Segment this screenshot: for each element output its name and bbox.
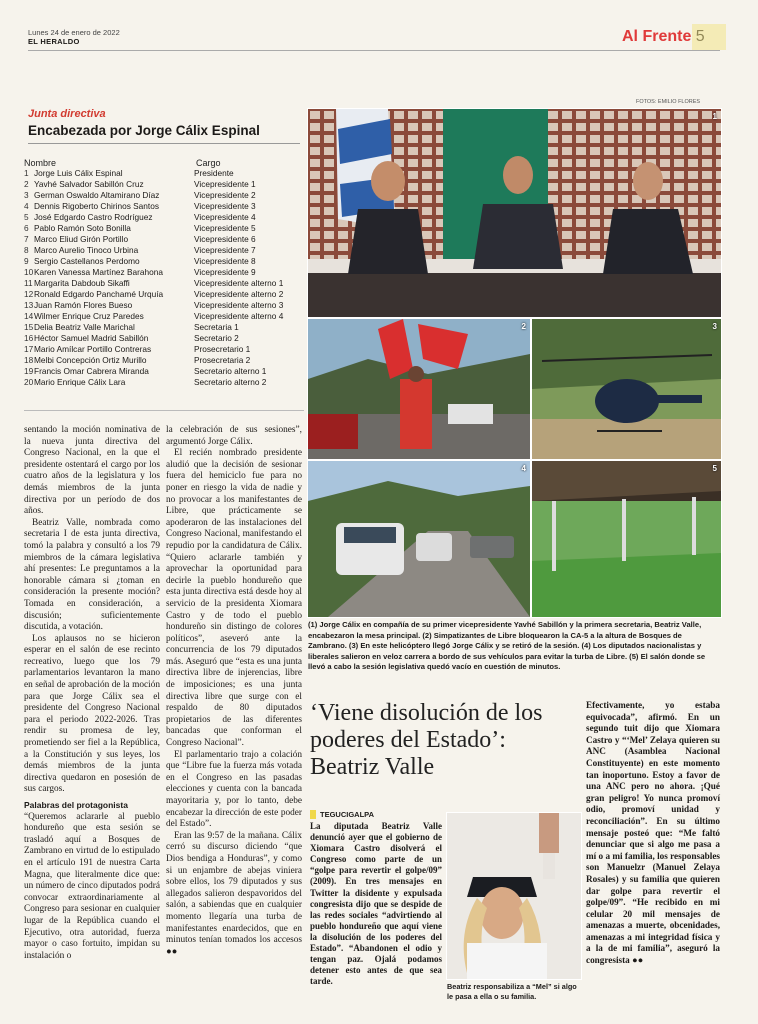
dateline: TEGUCIGALPA [320,810,375,819]
photo-beatriz [446,812,582,980]
roster-row [24,201,304,212]
junta-rule [28,143,300,144]
member-name: Francis Omar Cabrera Miranda [34,366,149,376]
member-name: José Edgardo Castro Rodríguez [34,212,153,222]
photo-number: 3 [712,322,717,331]
photo-press-table [307,108,722,318]
roster-rule [24,410,304,411]
member-name: Dennis Rigoberto Chirinos Santos [34,201,159,211]
member-name: Marco Eliud Girón Portillo [34,234,129,244]
member-number: 3 [24,190,29,200]
photo-beatriz-image [447,813,581,979]
photo-vehicles-image [308,461,530,617]
subheading: Palabras del protagonista [24,800,128,810]
member-name: Delia Beatriz Valle Marichal [34,322,135,332]
beatriz-photo-caption: Beatriz responsabiliza a “Mel” si algo le pasa a ella o su familia. [447,982,577,1001]
photo-vehicles [307,460,531,618]
member-role: Vicepresidente 7 [194,245,256,255]
roster-row [24,267,304,278]
photo-protest [307,318,531,460]
member-number: 20 [24,377,34,387]
roster-row [24,168,304,179]
roster-row [24,278,304,289]
roster-row [24,212,304,223]
photo-caption: (1) Jorge Cálix en compañía de su primer vicepresidente Yavhé Sabillón y la primera secretaria, Beatriz Valle, encabezaron la mesa principal. (2) Simpatizantes de Libre bloquearon la CA-5 a la altura de Bosques de Zambrano. (3) En este helicóptero llegó Jorge Cálix y se retiró de la sesión. (4) Los diputados nacionalistas y liberales salieron en veloz carrera a bordo de sus vehículos para evitar la turba de Libre. (5) El salón donde se llevó a cabo la sesión legislativa quedó vacío en cuestión de minutos. [308,620,706,671]
paragraph: Eran las 9:57 de la mañana. Cálix cerró su discurso diciendo “que Dios bendiga a Honduras”, y como si un enjambre de abejas viniera sobre ellos, los 79 diputados y sus allegados salieron despavoridos del salón, a sabiendas que en cualquier momento llegaría una turba de manifestantes enardecidos, que en minutos tenían tomados los accesos ●● [166,830,302,957]
junta-kicker: Junta directiva [28,108,106,120]
section-highlight [692,24,726,50]
photo-number: 2 [521,322,526,331]
paragraph: “Queremos aclararle al pueblo hondureño que esta sesión se trasladó aquí a Bosques de Zambrano en virtud de lo estipulado en el artículo 191 de nuestra Carta Magna, que literalmente dice que: un número de cinco diputados podrá convocar extraordinariamente al Congreso para sesionar en cualquier lugar de la República cuando el Ejecutivo, otra autoridad, fuerza mayor o caso fortuito, impidan su instalación o [24,811,160,961]
member-role: Vicepresidente alterno 4 [194,311,284,321]
member-role: Vicepresidente 1 [194,179,256,189]
photo-empty-hall [531,460,722,618]
member-number: 1 [24,168,29,178]
photo-empty-hall-image [532,461,721,617]
member-number: 18 [24,355,34,365]
member-number: 17 [24,344,34,354]
member-name: Juan Ramón Flores Bueso [34,300,133,310]
paragraph: Los aplausos no se hicieron esperar en el salón de ese recinto recreativo, luego que los 79 parlamentarios levantaron la mano en señal de aprobación de la moción para que Jorge Cálix sea el presidente del Congreso Nacional para el periodo 2022-2026. Tras rendir su promesa de ley, prometiendo ser fiel a la República, a la Constitución y sus leyes, los demás miembros de la junta directiva quedaron en posesión de sus cargos. [24,633,160,795]
member-number: 2 [24,179,29,189]
member-number: 9 [24,256,29,266]
roster-row [24,234,304,245]
column-header-name: Nombre [24,158,57,168]
member-role: Secretario 2 [194,333,239,343]
photo-helicopter-image [532,319,721,459]
member-name: Pablo Ramón Soto Bonilla [34,223,131,233]
roster-row [24,223,304,234]
member-name: Melbi Concepción Ortiz Murillo [34,355,147,365]
member-role: Vicepresidente alterno 2 [194,289,284,299]
article-column-1 [24,425,160,962]
member-role: Vicepresidente 5 [194,223,256,233]
member-number: 7 [24,234,29,244]
member-role: Vicepresidente 8 [194,256,256,266]
paragraph: la celebración de sus sesiones”, argumentó Jorge Cálix. [166,425,302,447]
member-name: Mario Enrique Cálix Lara [34,377,126,387]
photo-number: 5 [712,464,717,473]
member-name: Héctor Samuel Madrid Sabillón [34,333,149,343]
member-role: Vicepresidente 6 [194,234,256,244]
member-number: 8 [24,245,29,255]
roster-row [24,256,304,267]
roster-row [24,289,304,300]
section-name: Al Frente [622,28,692,45]
junta-title: Encabezada por Jorge Cálix Espinal [28,123,260,138]
article2-column-2: Efectivamente, yo estaba equivocada”, afirmó. En un segundo tuit dijo que Xiomara Castro y “‘Mel’ Zelaya quieren su ANC (Asamblea Nacional Constituyente) en este momento tan inoportuno. Estoy a favor de una ANC pero no ahora. ¡Qué gran peligro! Yo nunca promoví odio, promoví unidad y reconciliación”. En su último mensaje posteó que: “Me faltó denunciar que si algo me pasa a mí o a mi familia, los responsables son Manuelzr (Manuel Zelaya Rosales) y su familia que quieren dar golpe para revertir el golpe/09”. “He recibido en mi celular 20 mil mensajes de amenazas a muerte, obcenidades, amenazas a mi integridad física y a la de mi familia”, aseguró la congresista ●● [586,700,720,966]
member-role: Secretario alterno 1 [194,366,267,376]
member-number: 10 [24,267,34,277]
member-number: 12 [24,289,34,299]
member-role: Vicepresidente 3 [194,201,256,211]
article-column-2 [166,425,302,958]
newspaper-name: EL HERALDO [28,37,80,46]
paragraph: sentando la moción nominativa de la nueva junta directiva del Congreso Nacional, en la que el presidente ostentará el cargo por los cuatro años de la legislatura y los demás miembros de la junta directiva por un período de dos años. [24,425,160,517]
member-role: Presidente [194,168,234,178]
member-role: Vicepresidente 2 [194,190,256,200]
paragraph: El parlamentario trajo a colación que “Libre fue la fuerza más votada en el Congreso en las pasadas elecciones y cuenta con la bancada mayoritaria y, por lo tanto, debe encabezar la dirección de este poder del Estado”. [166,749,302,830]
member-role: Secretaria 1 [194,322,239,332]
roster-row [24,179,304,190]
member-role: Vicepresidente 4 [194,212,256,222]
paragraph: El recién nombrado presidente aludió que la decisión de sesionar fuera del hemiciclo fue para no poner en riesgo la vida de nadie y no provocar a los manifestantes de Libre, que prácticamente se apoderaron de las instalaciones del Congreso Nacional, manifestando el repudio por la candidatura de Cálix. “Quiero aclararle también y aprovechar la oportunidad para decirle la pueblo hondureño que esta junta directiva está desde hoy al servicio de la presidenta Xiomara Castro y de todo el pueblo hondureño sin distingo de colores políticos”, aseveró ante la concurrencia de los 79 diputados más. Aseguró que “esta es una junta directiva libre de injerencias, libre de imposiciones; es una junta directiva libre que surge con el respaldo de 80 diputados propietarios de las diferentes bancadas que conforman el Congreso Nacional”. [166,448,302,749]
photo-press-table-image [308,109,721,317]
member-name: Sergio Castellanos Perdomo [34,256,140,266]
member-name: Mario Amílcar Portillo Contreras [34,344,152,354]
member-number: 19 [24,366,34,376]
member-name: German Oswaldo Altamirano Díaz [34,190,160,200]
member-number: 13 [24,300,34,310]
roster-row [24,245,304,256]
roster-row [24,344,304,355]
junta-roster [24,168,304,388]
member-role: Prosecretaria 2 [194,355,251,365]
member-name: Yavhé Salvador Sabillón Cruz [34,179,144,189]
paragraph: Beatriz Valle, nombrada como secretaria I de esta junta directiva, tomó la palabra y consultó a los 79 miembros de la cámara legislativa ahí presentes: Le preguntamos a la honorable cámara si ¿toman en consideración la presente moción? Tomada en consideración, a discusión; suficientemente discutida, a votación. [24,517,160,633]
photo-helicopter [531,318,722,460]
roster-row [24,355,304,366]
member-number: 5 [24,212,29,222]
member-number: 15 [24,322,34,332]
roster-row [24,333,304,344]
roster-row [24,366,304,377]
roster-row [24,377,304,388]
member-role: Vicepresidente alterno 3 [194,300,284,310]
member-number: 4 [24,201,29,211]
member-number: 11 [24,278,33,288]
member-role: Vicepresidente alterno 1 [194,278,284,288]
roster-row [24,190,304,201]
photo-credit: FOTOS: EMILIO FLORES [636,99,701,105]
member-role: Vicepresidente 9 [194,267,256,277]
member-name: Margarita Dabdoub Sikaffi [34,278,130,288]
member-number: 16 [24,333,34,343]
roster-row [24,311,304,322]
member-name: Jorge Luis Cálix Espinal [34,168,123,178]
member-name: Karen Vanessa Martínez Barahona [34,267,163,277]
roster-row [24,300,304,311]
member-name: Ronald Edgardo Panchamé Urquía [34,289,164,299]
photo-protest-image [308,319,530,459]
header-rule [28,50,720,51]
photo-number: 4 [521,464,526,473]
roster-row [24,322,304,333]
member-number: 14 [24,311,34,321]
issue-date: Lunes 24 de enero de 2022 [28,28,120,37]
member-role: Secretario alterno 2 [194,377,267,387]
dateline-marker [310,810,316,819]
member-name: Marco Aurelio Tinoco Urbina [34,245,139,255]
column-header-role: Cargo [196,158,221,168]
member-name: Wilmer Enrique Cruz Paredes [34,311,144,321]
article2-column-1: La diputada Beatriz Valle denunció ayer que el gobierno de Xiomara Castro disolverá el Congreso como parte de un “golpe para revertir el golpe/09” (2009). En tres mensajes en Twitter la disidente y expulsada congresista dijo que se despide de las redes sociales “advirtiendo al pueblo hondureño que aquí viene la disolución de los poderes del Estado”. “Abandonen el odio y tengan paz. Ojalá podamos detener esto antes de que sea tarde. [310,821,442,987]
member-number: 6 [24,223,29,233]
member-role: Prosecretario 1 [194,344,251,354]
photo-number: 1 [712,112,717,121]
article-headline: ‘Viene disolución de los poderes del Estado’: Beatriz Valle [310,700,543,780]
